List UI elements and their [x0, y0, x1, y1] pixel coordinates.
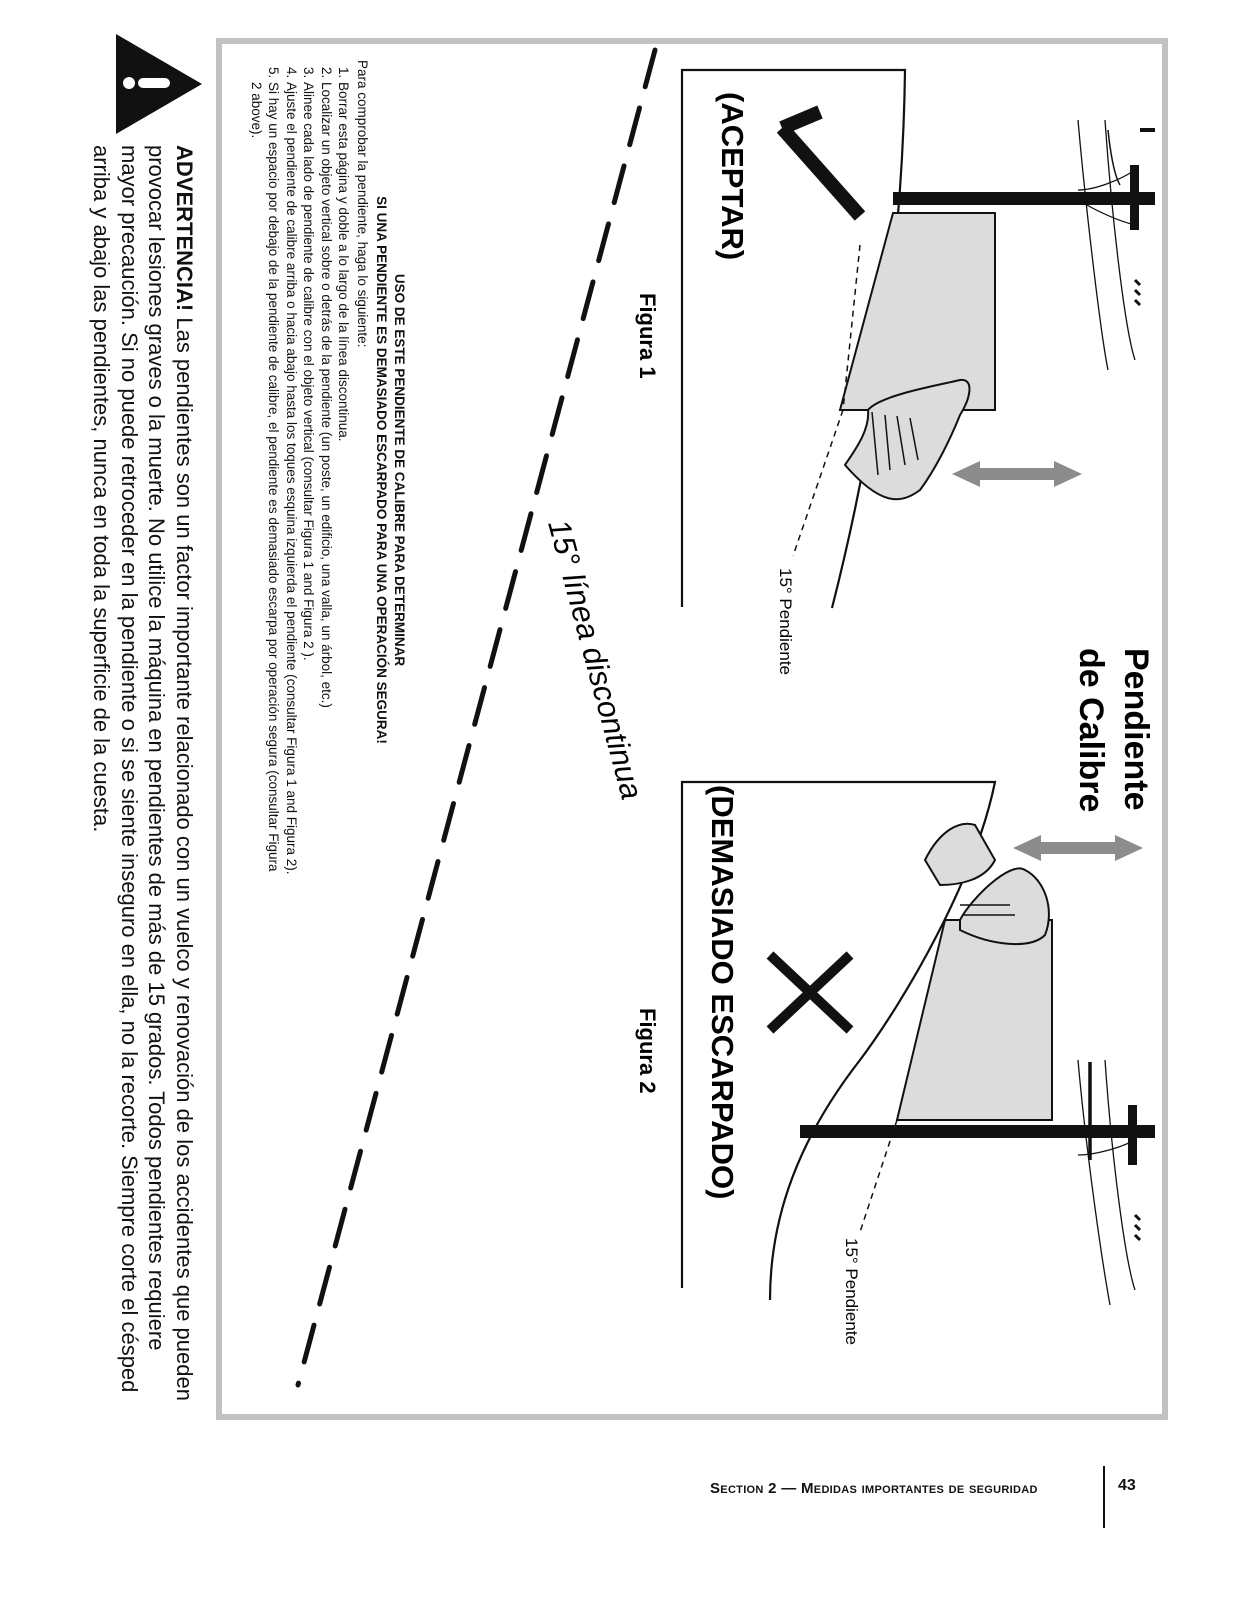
figure1-label: Figura 1 [635, 293, 660, 379]
figure2-label: Figura 2 [635, 1008, 660, 1094]
figure2-slope-label: 15° Pendiente [842, 1238, 861, 1345]
gauge-title-line1: Pendiente [1117, 648, 1155, 811]
accept-checkmark [782, 112, 860, 216]
instruction-step: 1. Borrar esta página y doble a lo largo de la línea discontinua. [335, 82, 353, 880]
figure2-gauge-card [897, 920, 1052, 1120]
figure1-adjust-arrow [952, 461, 1082, 487]
slope-gauge-instructions [247, 60, 408, 880]
warning-triangle-icon [112, 32, 204, 136]
page-number: 43 [1118, 1477, 1136, 1494]
warning-paragraph [87, 145, 198, 1405]
figure1-gauge-card [840, 213, 995, 410]
instruction-step: 4. Ajuste el pendiente de calibre arriba o hacia abajo hasta los toques esquina izquierda el pendiente (consultar Figura 1 and Figura 2). [282, 82, 300, 880]
instructions-title-line2: SI UNA PENDIENTE ES DEMASIADO ESCARPADO PARA UNA OPERACIÓN SEGURA! [374, 196, 390, 744]
dashed-line-label: 15° línea discontinua [541, 515, 650, 804]
figure1-slope-line [793, 410, 843, 556]
warning-heading: ADVERTENCIA! [172, 145, 197, 312]
instruction-step: 2. Localizar un objeto vertical sobre o detrás de la pendiente (un poste, un edificio, una valla, un árbol, etc.) [317, 82, 335, 880]
footer-divider [1103, 1466, 1105, 1528]
instructions-title-line1: USO DE ESTE PENDIENTE DE CALIBRE PARA DETERMINAR [392, 273, 407, 667]
instruction-step: 5. Si hay un espacio por debajo de la pendiente de calibre, el pendiente es demasiado escarpa por operación segura (consultar Figura 2 above). [247, 82, 282, 880]
warning-body: Las pendientes son un factor importante relacionado con un vuelco y renovación de los accidentes que pueden provocar lesiones graves o la muerte. No utilice la máquina en pendientes de más de 15 grados. Todos pendientes requiere mayor precaución. Si no puede retroceder en la pendiente o si se siente inseguro en ella, no la recorte. Siempre corte el césped arriba y abajo las pendientes, nunca en toda la superficie de la cuesta. [88, 145, 197, 1401]
instruction-step: 3. Alinee cada lado de pendiente de calibre con el objeto vertical (consultar Figura 1 and Figura 2 ). [300, 82, 318, 880]
gauge-title-line2: de Calibre [1072, 648, 1110, 813]
figure2-adjust-arrow [1013, 835, 1143, 861]
too-steep-x-mark [770, 955, 850, 1030]
too-steep-label: (DEMASIADO ESCARPADO) [705, 785, 740, 1200]
instructions-steps [247, 60, 352, 880]
figure1-slope-label: 15° Pendiente [776, 568, 795, 675]
accept-label: (ACEPTAR) [715, 92, 750, 261]
footer-section-title: Section 2 — Medidas importantes de seguridad [710, 1480, 1038, 1497]
instructions-intro: Para comprobar la pendiente, haga lo siguiente: [354, 60, 370, 348]
